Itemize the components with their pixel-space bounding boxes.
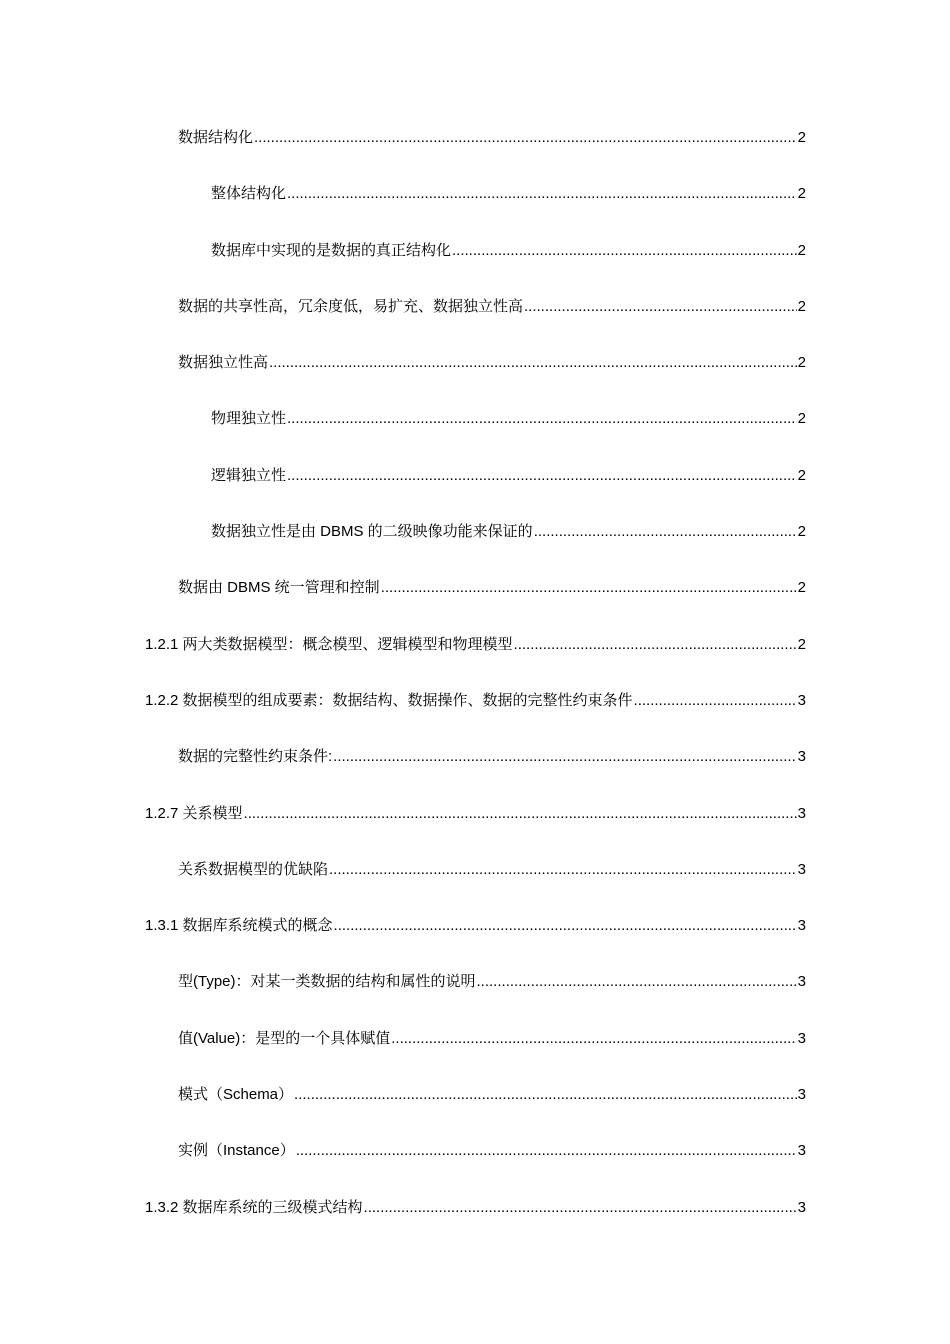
toc-entry-page-number: 3	[797, 748, 806, 766]
toc-leader-dots	[524, 297, 797, 317]
toc-entry[interactable]	[0, 458, 950, 514]
toc-leader-dots	[477, 972, 797, 992]
toc-leader-dots	[244, 804, 797, 824]
toc-entry-line	[178, 353, 806, 373]
toc-entry[interactable]	[0, 908, 950, 964]
toc-leader-dots	[391, 1029, 796, 1049]
toc-entry-title: 数据独立性高	[178, 354, 269, 372]
toc-entry-page-number: 2	[797, 185, 806, 203]
toc-entry-page-number: 2	[797, 410, 806, 428]
toc-entry-line	[145, 1198, 806, 1218]
toc-entry-page-number: 2	[797, 523, 806, 541]
toc-entry-title: 模式（Schema）	[178, 1086, 294, 1104]
toc-entry[interactable]	[0, 627, 950, 683]
toc-entry-line	[178, 1141, 806, 1161]
toc-entry-title: 1.3.2 数据库系统的三级模式结构	[145, 1198, 363, 1216]
toc-entry-title: 整体结构化	[211, 185, 287, 203]
toc-leader-dots	[287, 184, 797, 204]
toc-leader-dots	[287, 409, 797, 429]
toc-entry[interactable]	[0, 176, 950, 232]
toc-entry-page-number: 2	[797, 129, 806, 146]
toc-entry-page-number: 2	[797, 297, 806, 315]
toc-entry-page-number: 3	[797, 1142, 806, 1160]
toc-entry[interactable]	[0, 289, 950, 345]
toc-entry-title: 数据独立性是由 DBMS 的二级映像功能来保证的	[211, 523, 533, 541]
toc-leader-dots	[329, 860, 797, 880]
toc-entry-page-number: 3	[797, 973, 806, 991]
toc-entry-line	[211, 184, 806, 204]
toc-entry-title: 1.2.7 关系模型	[145, 804, 243, 822]
toc-entry-page-number: 3	[797, 1029, 806, 1047]
toc-entry-title: 1.2.1 两大类数据模型：概念模型、逻辑模型和物理模型	[145, 635, 513, 653]
toc-entry[interactable]	[0, 120, 950, 176]
toc-entry-line	[211, 522, 806, 542]
toc-entry[interactable]	[0, 1190, 950, 1246]
toc-entry[interactable]	[0, 1021, 950, 1077]
toc-entry-title: 数据的共享性高，冗余度低，易扩充、数据独立性高	[178, 297, 524, 315]
toc-entry[interactable]	[0, 514, 950, 570]
toc-entry[interactable]	[0, 796, 950, 852]
toc-entry-line	[145, 691, 806, 711]
toc-entry-page-number: 2	[797, 354, 806, 372]
toc-entry-line	[178, 747, 806, 767]
toc-entry-title: 数据结构化	[178, 129, 254, 146]
toc-entry-title: 型(Type)：对某一类数据的结构和属性的说明	[178, 973, 476, 991]
toc-leader-dots	[452, 241, 797, 261]
toc-leader-dots	[634, 691, 797, 711]
toc-entry[interactable]	[0, 1133, 950, 1189]
table-of-contents	[0, 120, 950, 1246]
toc-leader-dots	[296, 1141, 797, 1161]
toc-entry-line	[178, 297, 806, 317]
toc-entry-title: 数据由 DBMS 统一管理和控制	[178, 579, 380, 597]
toc-entry-title: 1.3.1 数据库系统模式的概念	[145, 917, 333, 935]
toc-entry-line	[178, 860, 806, 880]
toc-entry-page-number: 3	[797, 1198, 806, 1216]
toc-entry-title: 逻辑独立性	[211, 466, 287, 484]
toc-leader-dots	[364, 1198, 797, 1218]
toc-entry-title: 关系数据模型的优缺陷	[178, 860, 329, 878]
toc-entry-line	[211, 466, 806, 486]
toc-entry-page-number: 2	[797, 579, 806, 597]
toc-entry-line	[145, 916, 806, 936]
toc-entry-line	[178, 578, 806, 598]
toc-entry[interactable]	[0, 1077, 950, 1133]
toc-leader-dots	[333, 747, 796, 767]
toc-entry-page-number: 2	[797, 466, 806, 484]
toc-entry[interactable]	[0, 345, 950, 401]
toc-entry-line	[178, 128, 806, 148]
toc-entry-line	[178, 972, 806, 992]
toc-entry[interactable]	[0, 401, 950, 457]
toc-entry-line	[145, 804, 806, 824]
toc-entry-title: 物理独立性	[211, 410, 287, 428]
toc-leader-dots	[287, 466, 797, 486]
toc-entry-page-number: 3	[797, 917, 806, 935]
toc-entry-title: 1.2.2 数据模型的组成要素：数据结构、数据操作、数据的完整性约束条件	[145, 691, 633, 709]
toc-entry-title: 数据库中实现的是数据的真正结构化	[211, 241, 452, 259]
toc-entry-line	[211, 241, 806, 261]
toc-entry-page-number: 3	[797, 804, 806, 822]
toc-leader-dots	[294, 1085, 797, 1105]
toc-leader-dots	[269, 353, 797, 373]
toc-entry-page-number: 2	[797, 241, 806, 259]
toc-entry-page-number: 3	[797, 1086, 806, 1104]
toc-leader-dots	[334, 916, 797, 936]
toc-entry-page-number: 2	[797, 635, 806, 653]
toc-entry-line	[178, 1085, 806, 1105]
toc-entry[interactable]	[0, 739, 950, 795]
toc-entry[interactable]	[0, 964, 950, 1020]
toc-entry-title: 数据的完整性约束条件:	[178, 748, 333, 766]
toc-entry-page-number: 3	[797, 860, 806, 878]
toc-leader-dots	[254, 128, 797, 148]
toc-entry-line	[211, 409, 806, 429]
toc-entry[interactable]	[0, 570, 950, 626]
toc-entry[interactable]	[0, 683, 950, 739]
toc-leader-dots	[381, 578, 797, 598]
toc-entry-title: 值(Value)：是型的一个具体赋值	[178, 1029, 391, 1047]
toc-leader-dots	[534, 522, 797, 542]
toc-entry-line	[145, 635, 806, 655]
toc-entry[interactable]	[0, 852, 950, 908]
toc-entry-page-number: 3	[797, 691, 806, 709]
toc-leader-dots	[514, 635, 797, 655]
toc-entry-title: 实例（Instance）	[178, 1142, 295, 1160]
toc-entry[interactable]	[0, 233, 950, 289]
toc-entry-line	[178, 1029, 806, 1049]
